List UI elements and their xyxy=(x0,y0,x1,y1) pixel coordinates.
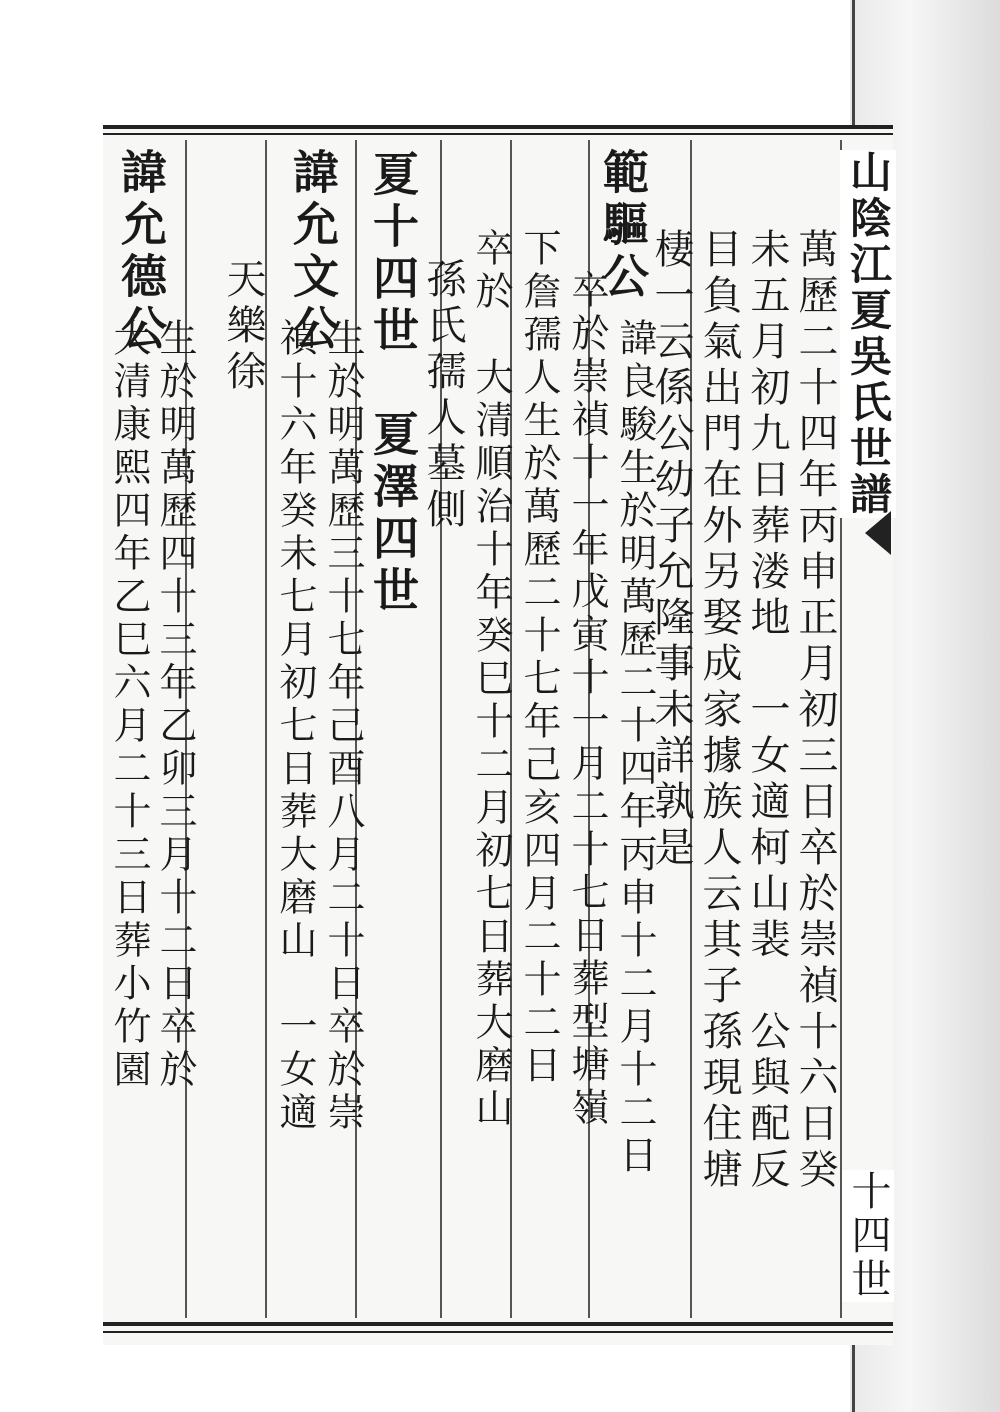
text-column: 目負氣出門在外另娶成家據族人云其子孫現住塘 xyxy=(696,228,742,1194)
text-column: 天樂徐 xyxy=(220,258,266,396)
text-column: 卒於崇禎十一年戊寅十一月二十七日葬型塘嶺 xyxy=(565,270,609,1130)
person-name: 諱允文公 xyxy=(286,148,340,356)
fish-tail-mark xyxy=(865,511,891,555)
bottom-border xyxy=(103,1322,893,1326)
text-column: 卒於 大清順治十年癸巳十二月初七日葬大磨山 xyxy=(469,228,513,1131)
text-column: 生於明萬歷三十七年己酉八月二十日卒於崇 xyxy=(321,318,365,1135)
text-column: 大清康熙四年乙巳六月二十三日葬小竹園 xyxy=(107,318,151,1092)
generation-heading: 夏十四世 夏澤四世 xyxy=(366,150,420,618)
text-column: 萬歷二十四年丙申正月初三日卒於崇禎十六日癸 xyxy=(792,228,838,1194)
person-name: 諱允德公 xyxy=(114,148,168,356)
generation-label: 十四世 xyxy=(842,1170,894,1302)
top-border-inner xyxy=(103,133,893,135)
book-title: 山陰江夏吳氏世譜 xyxy=(840,150,896,518)
text-column: 棲一云係公幼子允隆事未詳孰是 xyxy=(648,228,694,872)
text-column: 未五月初九日葬溇地 一女適柯山裴 公與配反 xyxy=(744,228,790,1194)
text-column: 生於明萬歷四十三年乙卯三月十二日卒於 xyxy=(153,318,197,1092)
bottom-border-inner xyxy=(103,1331,893,1333)
person-name: 範驅公 xyxy=(596,148,650,304)
text-column: 諱良駿生於明萬歷二十四年丙申十二月十二日 xyxy=(613,318,657,1178)
top-border xyxy=(103,125,893,129)
text-column: 孫氏孺人墓側 xyxy=(420,258,466,534)
text-column: 下詹孺人生於萬歷二十七年己亥四月二十二日 xyxy=(517,228,561,1088)
text-column: 禎十六年癸未七月初七日葬大磨山 一女適 xyxy=(273,318,317,1135)
